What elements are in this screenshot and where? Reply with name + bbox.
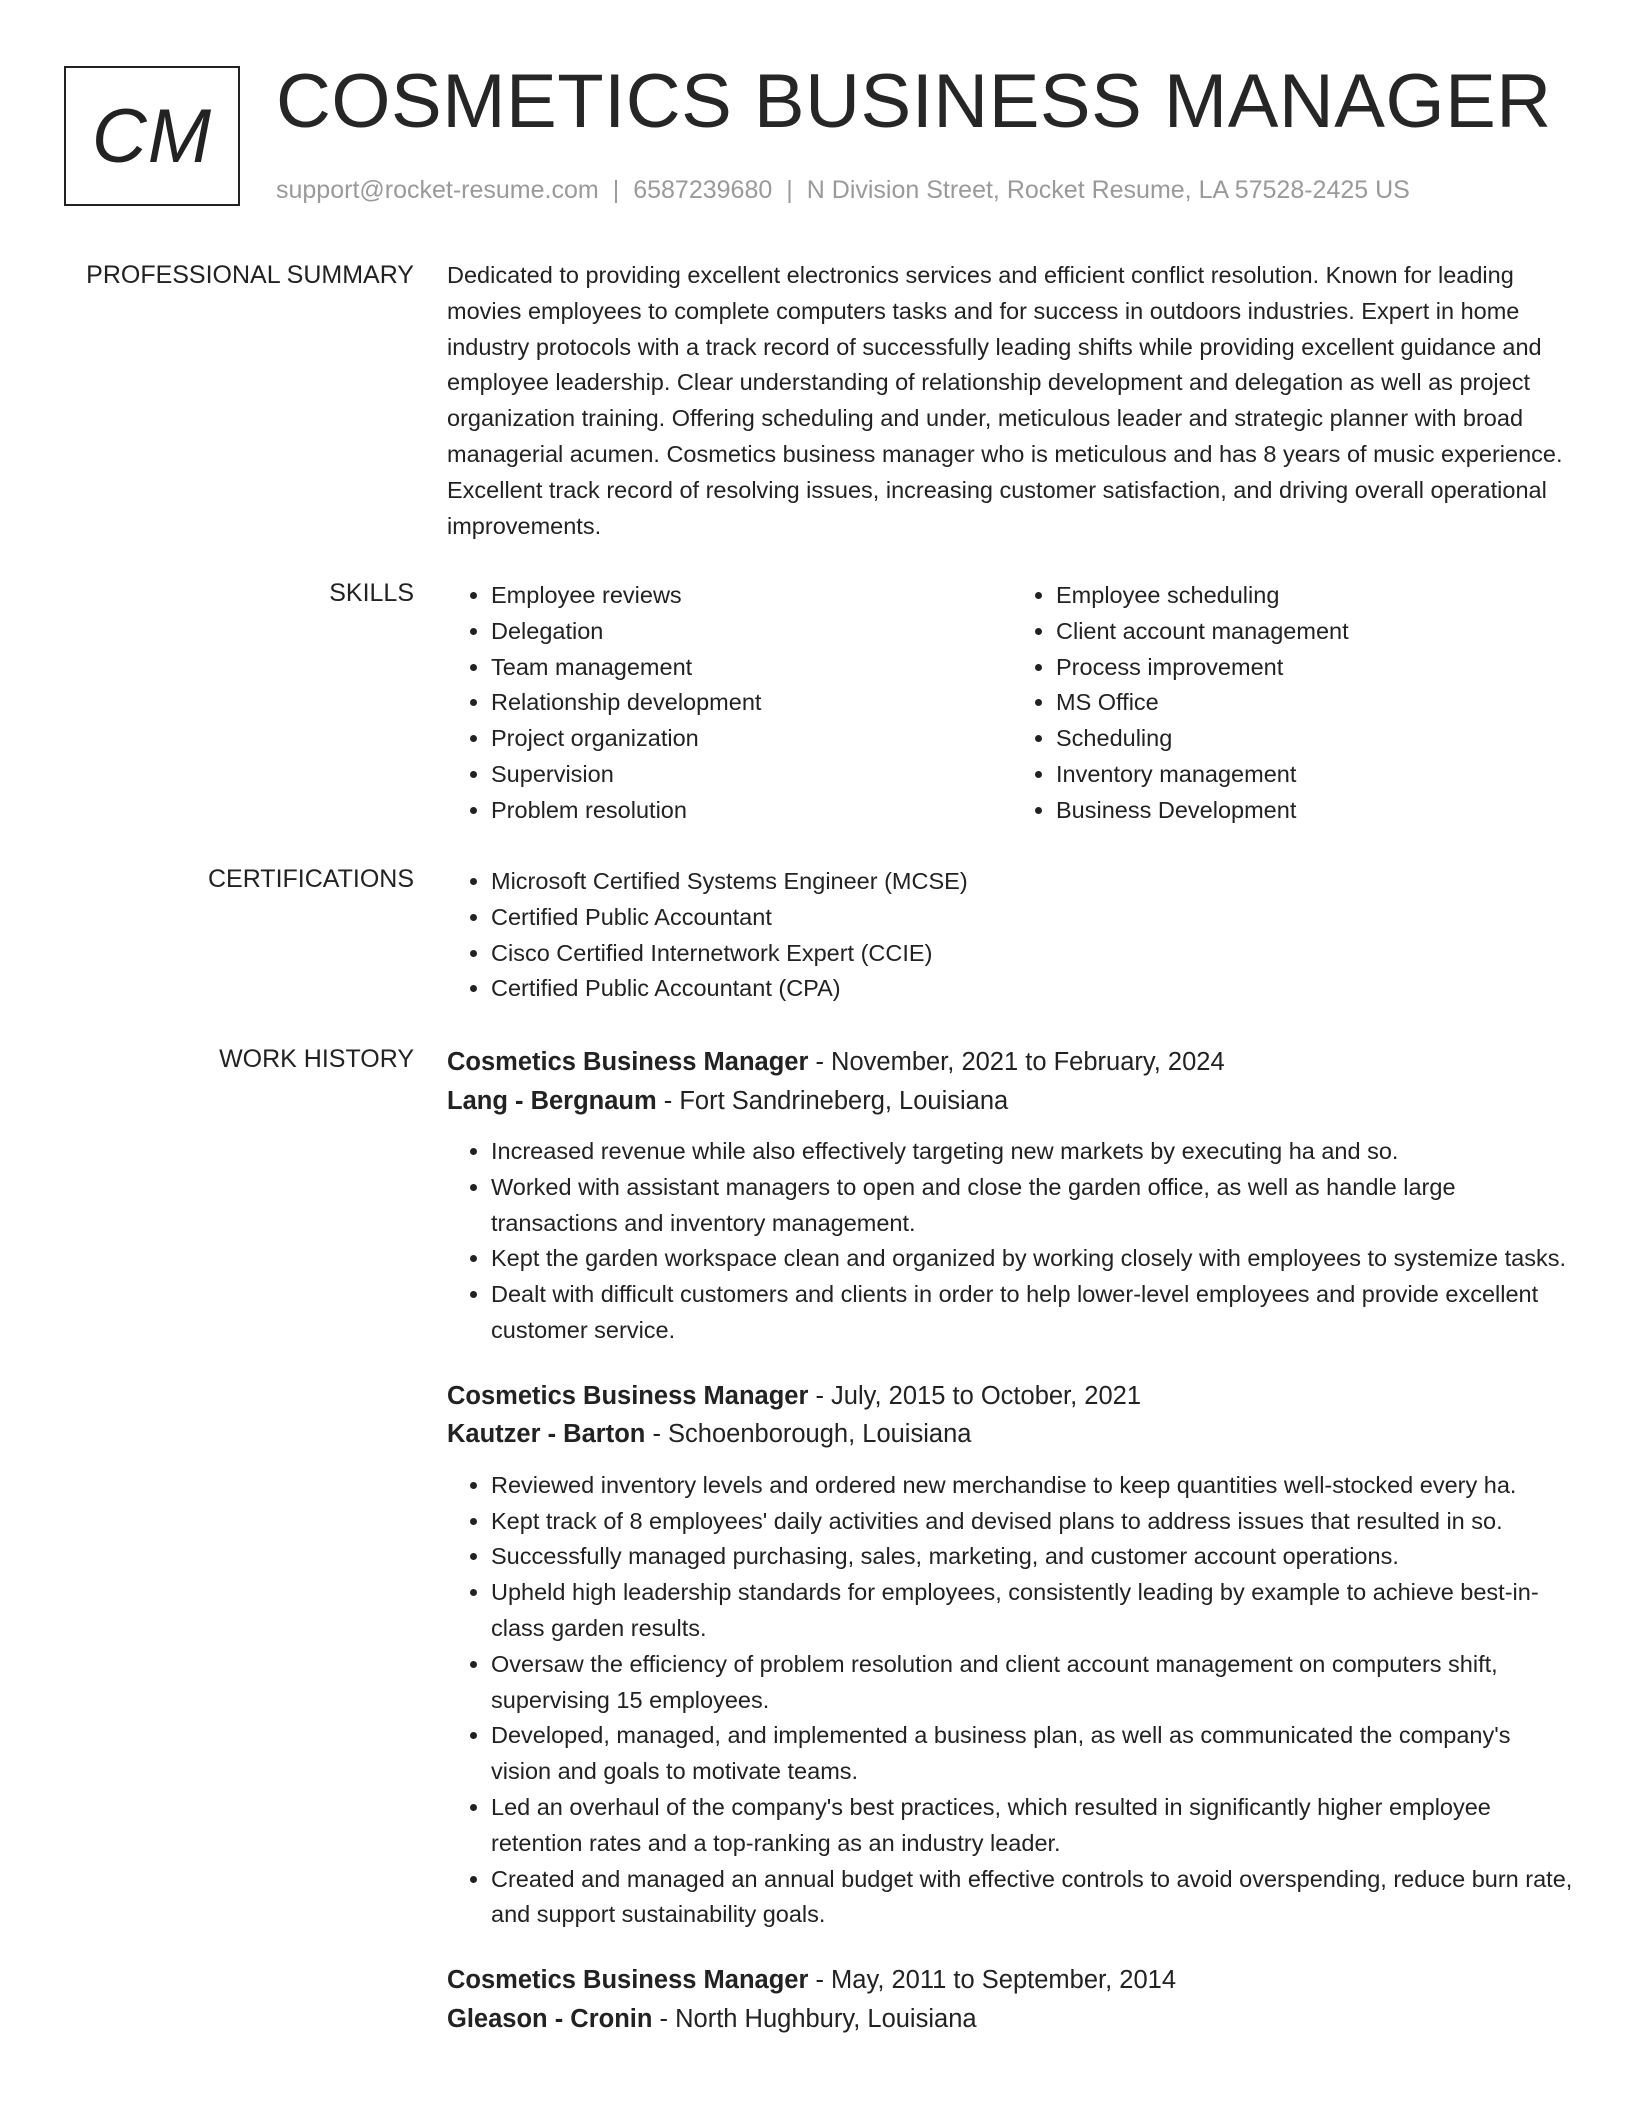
- job-bullet: • Upheld high leadership standards for employees, consistently leading by example to achieve best-in-class garden results.: [491, 1575, 1577, 1647]
- section-label-skills: SKILLS: [329, 579, 414, 607]
- job-bullet: • Oversaw the efficiency of problem resolution and client account management on computers shift, supervising 15 employees.: [491, 1647, 1577, 1719]
- contact-separator: |: [612, 176, 620, 204]
- skills-list-right: [1012, 578, 1577, 829]
- job-bullet: • Successfully managed purchasing, sales, marketing, and customer account operations.: [491, 1539, 1577, 1575]
- monogram-logo: CM: [64, 66, 240, 206]
- section-label-work-history: WORK HISTORY: [219, 1045, 414, 1073]
- contact-phone[interactable]: 6587239680: [633, 176, 773, 204]
- certification-item: • Microsoft Certified Systems Engineer (MCSE): [491, 864, 1577, 900]
- job-title-line: [447, 1377, 1577, 1416]
- job-title: Cosmetics Business Manager: [447, 1966, 809, 1995]
- certification-item: • Certified Public Accountant: [491, 900, 1577, 936]
- job-bullet: • Dealt with difficult customers and clients in order to help lower-level employees and provide excellent customer service.: [491, 1277, 1577, 1349]
- job-location: - Fort Sandrineberg, Louisiana: [656, 1086, 1009, 1115]
- certification-item: • Cisco Certified Internetwork Expert (CCIE): [491, 936, 1577, 972]
- job-bullet: • Kept the garden workspace clean and organized by working closely with employees to systemize tasks.: [491, 1241, 1577, 1277]
- resume-name-title: COSMETICS BUSINESS MANAGER: [276, 59, 1552, 144]
- job-company: Lang - Bergnaum: [447, 1086, 657, 1115]
- skill-item: • Relationship development: [491, 685, 1012, 721]
- job-entry: [447, 1043, 1577, 1349]
- job-title-line: [447, 1961, 1577, 2000]
- job-bullet: • Created and managed an annual budget with effective controls to avoid overspending, reduce burn rate, and support sustainability goals.: [491, 1862, 1577, 1934]
- job-title: Cosmetics Business Manager: [447, 1048, 809, 1076]
- summary-text: Dedicated to providing excellent electronics services and efficient conflict resolution. Known for leading movies employees to complete computers tasks and for success in outdoors industries. Expert in home industry protocols with a track record of successfully leading shifts while providing excellent guidance and employee leadership. Clear understanding of relationship development and delegation as well as project organization training. Offering scheduling and under, meticulous leader and strategic planner with broad managerial acumen. Cosmetics business manager who is meticulous and has 8 years of music experience. Excellent track record of resolving issues, increasing customer satisfaction, and driving overall operational improvements.: [447, 262, 1563, 539]
- job-entry: [447, 1377, 1577, 1933]
- certifications-section: [447, 864, 1577, 1007]
- contact-address: N Division Street, Rocket Resume, LA 57528-2425 US: [806, 176, 1410, 204]
- job-bullet: • Developed, managed, and implemented a business plan, as well as communicated the company's vision and goals to motivate teams.: [491, 1718, 1577, 1790]
- job-dates: - May, 2011 to September, 2014: [808, 1966, 1176, 1995]
- job-bullet: • Reviewed inventory levels and ordered new merchandise to keep quantities well-stocked every ha.: [491, 1468, 1577, 1504]
- job-dates: - November, 2021 to February, 2024: [808, 1048, 1225, 1076]
- job-bullet: • Led an overhaul of the company's best practices, which resulted in significantly higher employee retention rates and a top-ranking as an industry leader.: [491, 1790, 1577, 1862]
- skill-item: • Project organization: [491, 721, 1012, 757]
- skill-item: • MS Office: [1056, 685, 1577, 721]
- contact-email[interactable]: support@rocket-resume.com: [276, 176, 599, 204]
- job-company: Gleason - Cronin: [447, 2004, 653, 2033]
- skill-item: • Problem resolution: [491, 793, 1012, 829]
- job-location: - Schoenborough, Louisiana: [645, 1420, 972, 1449]
- job-bullet: • Worked with assistant managers to open and close the garden office, as well as handle large transactions and inventory management.: [491, 1170, 1577, 1242]
- skill-item: • Scheduling: [1056, 721, 1577, 757]
- certification-item: • Certified Public Accountant (CPA): [491, 971, 1577, 1007]
- skill-item: • Supervision: [491, 757, 1012, 793]
- section-label-summary: PROFESSIONAL SUMMARY: [86, 261, 414, 289]
- job-company-line: [447, 1082, 1577, 1121]
- certifications-list: [447, 864, 1577, 1007]
- skill-item: • Business Development: [1056, 793, 1577, 829]
- job-title-line: [447, 1043, 1577, 1082]
- skill-item: • Delegation: [491, 614, 1012, 650]
- job-bullet: • Kept track of 8 employees' daily activities and devised plans to address issues that resulted in so.: [491, 1504, 1577, 1540]
- section-label-certifications: CERTIFICATIONS: [207, 865, 414, 893]
- skill-item: • Team management: [491, 650, 1012, 686]
- job-title: Cosmetics Business Manager: [447, 1381, 809, 1410]
- skill-item: • Employee scheduling: [1056, 578, 1577, 614]
- skill-item: • Process improvement: [1056, 650, 1577, 686]
- job-bullet-list: [447, 1134, 1577, 1349]
- skill-item: • Employee reviews: [491, 578, 1012, 614]
- skill-item: • Client account management: [1056, 614, 1577, 650]
- job-company-line: [447, 2000, 1577, 2039]
- job-bullet: • Increased revenue while also effectively targeting new markets by executing ha and so.: [491, 1134, 1577, 1170]
- contact-separator: |: [786, 176, 793, 204]
- skills-section: [447, 578, 1577, 829]
- job-company-line: [447, 1415, 1577, 1454]
- job-dates: - July, 2015 to October, 2021: [808, 1381, 1142, 1410]
- skills-list-left: [447, 578, 1012, 829]
- job-company: Kautzer - Barton: [447, 1420, 646, 1449]
- skill-item: • Inventory management: [1056, 757, 1577, 793]
- work-history-section: [447, 1043, 1577, 2066]
- contact-line: [276, 176, 1410, 205]
- job-location: - North Hughbury, Louisiana: [652, 2004, 977, 2033]
- job-entry: [447, 1961, 1577, 2038]
- job-bullet-list: [447, 1468, 1577, 1933]
